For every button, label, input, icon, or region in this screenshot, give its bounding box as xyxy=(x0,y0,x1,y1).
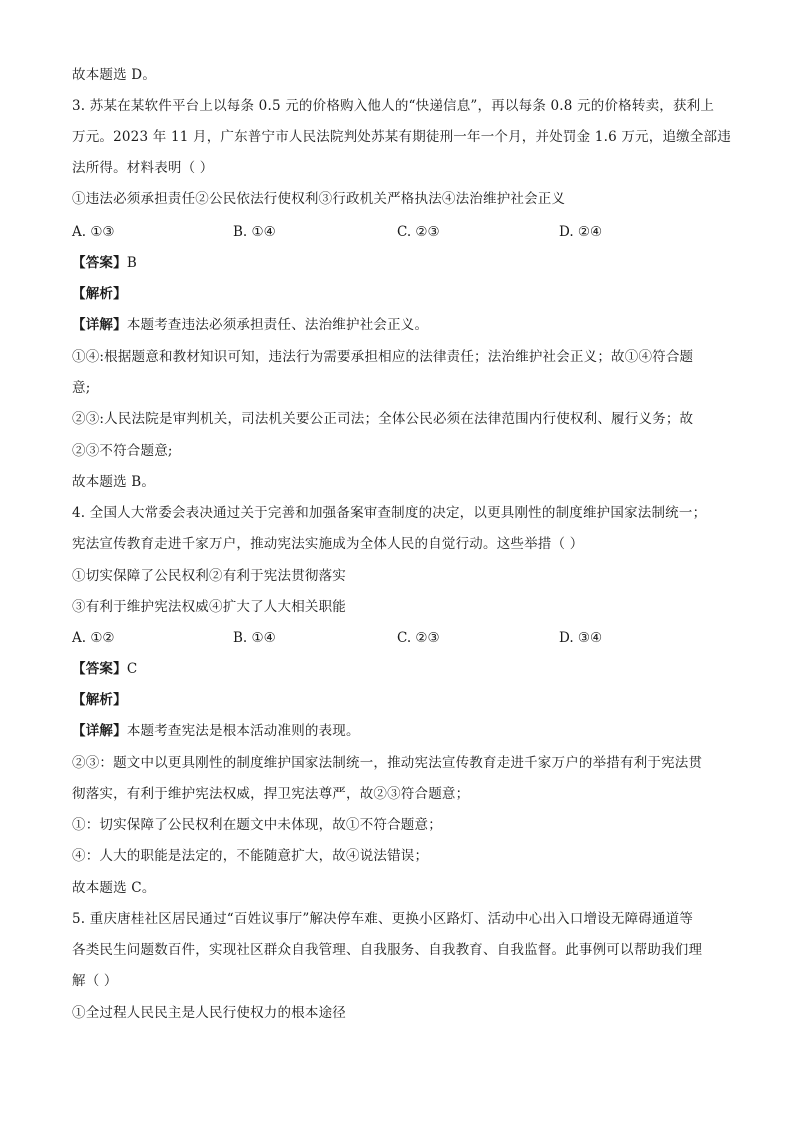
text-line: 彻落实，有利于维护宪法权威，捍卫宪法尊严，故②③符合题意； xyxy=(72,786,470,802)
analysis-tag: 【解析】 xyxy=(72,286,127,302)
detail-line xyxy=(72,315,732,335)
detail-line xyxy=(72,721,732,741)
text-line: 解（ ） xyxy=(72,973,118,989)
answer-value: C xyxy=(126,661,138,677)
text-line: 各类民生问题数百件，实现社区群众自我管理、自我服务、自我教育、自我监督。此事例可以帮助我们理 xyxy=(72,942,703,958)
text-line: ②③不符合题意; xyxy=(72,443,173,459)
option-d: D. ②④ xyxy=(559,224,603,240)
option-d: D. ③④ xyxy=(559,630,603,646)
detail-text: 本题考查宪法是根本活动准则的表现。 xyxy=(126,723,360,739)
statement-list: ①切实保障了公民权利②有利于宪法贯彻落实 xyxy=(72,568,346,584)
text-line: ②③:人民法院是审判机关，司法机关要公正司法；全体公民必须在法律范围内行使权利、履行义务；故 xyxy=(72,411,694,427)
statement-list: ①违法必须承担责任②公民依法行使权利③行政机关严格执法④法治维护社会正义 xyxy=(72,191,566,207)
option-a: A. ①② xyxy=(72,630,115,646)
answer-tag: 【答案】 xyxy=(72,661,127,677)
text-line: 故本题选 C。 xyxy=(72,880,156,896)
text-line: ①④:根据题意和教材知识可知，违法行为需要承担相应的法律责任；法治维护社会正义；故①④符合题 xyxy=(72,349,694,365)
option-c: C. ②③ xyxy=(397,224,440,240)
question-5-stem: 5. 重庆唐桂社区居民通过“百姓议事厅”解决停车难、更换小区路灯、活动中心出入口增设无障碍通道等 xyxy=(72,911,694,927)
text-line: ④：人大的职能是法定的，不能随意扩大，故④说法错误； xyxy=(72,848,429,864)
answer-line xyxy=(72,659,732,679)
text-line: ①：切实保障了公民权利在题文中未体现，故①不符合题意； xyxy=(72,817,442,833)
option-b: B. ①④ xyxy=(233,224,276,240)
detail-tag: 【详解】 xyxy=(72,723,127,739)
answer-value: B xyxy=(126,255,137,271)
text-line: 宪法宣传教育走进千家万户，推动宪法实施成为全体人民的自觉行动。这些举措（ ） xyxy=(72,536,584,552)
question-3-stem: 3. 苏某在某软件平台上以每条 0.5 元的价格购入他人的“快递信息”，再以每条 0.8 元的价格转卖，获利上 xyxy=(72,98,715,114)
answer-line xyxy=(72,253,732,273)
text-line: 法所得。材料表明（ ） xyxy=(72,160,214,176)
statement-list: ①全过程人民民主是人民行使权力的根本途径 xyxy=(72,1005,346,1021)
option-a: A. ①③ xyxy=(72,224,115,240)
answer-tag: 【答案】 xyxy=(72,255,127,271)
text-line: 意; xyxy=(72,380,91,396)
detail-text: 本题考查违法必须承担责任、法治维护社会正义。 xyxy=(126,317,429,333)
question-4-stem: 4. 全国人大常委会表决通过关于完善和加强备案审查制度的决定，以更具刚性的制度维护国家法制统一； xyxy=(72,505,707,521)
text-line: 万元。2023 年 11 月，广东普宁市人民法院判处苏某有期徒刑一年一个月，并处罚金 1.6 万元，追缴全部违 xyxy=(72,129,731,145)
statement-list: ③有利于维护宪法权威④扩大了人大相关职能 xyxy=(72,599,346,615)
analysis-tag: 【解析】 xyxy=(72,692,127,708)
detail-tag: 【详解】 xyxy=(72,317,127,333)
option-c: C. ②③ xyxy=(397,630,440,646)
option-b: B. ①④ xyxy=(233,630,276,646)
text-line: 故本题选 D。 xyxy=(72,67,157,83)
text-line: ②③：题文中以更具刚性的制度维护国家法制统一，推动宪法宣传教育走进千家万户的举措有利于宪法贯 xyxy=(72,755,703,771)
text-line: 故本题选 B。 xyxy=(72,474,156,490)
